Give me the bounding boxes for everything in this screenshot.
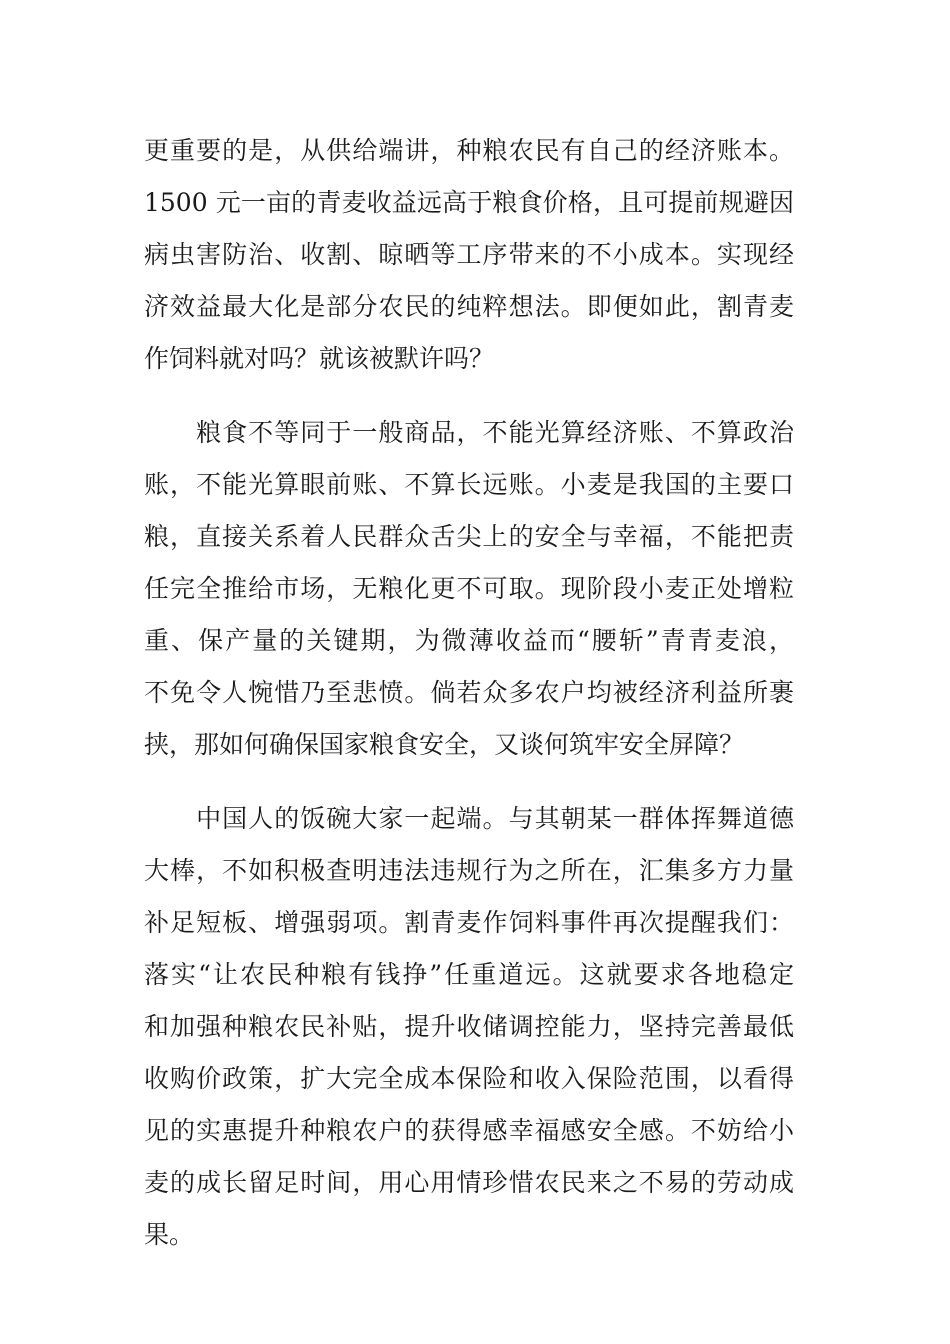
text-line: 作饲料就对吗？就该被默许吗？	[144, 344, 495, 373]
text-line: 重、保产量的关键期，为微薄收益而“腰斩”青青麦浪，	[144, 626, 794, 655]
text-line: 挟，那如何确保国家粮食安全，又谈何筑牢安全屏障？	[144, 730, 745, 759]
text-line: 补足短板、增强弱项。割青麦作饲料事件再次提醒我们：	[144, 908, 794, 937]
text-line: 账，不能光算眼前账、不算长远账。小麦是我国的主要口	[144, 470, 794, 499]
text-line: 济效益最大化是部分农民的纯粹想法。即便如此，割青麦	[144, 292, 794, 321]
text-line: 1500 元一亩的青麦收益远高于粮食价格，且可提前规避因	[144, 188, 794, 217]
paragraph-1	[144, 125, 794, 385]
text-line: 任完全推给市场，无粮化更不可取。现阶段小麦正处增粒	[144, 574, 794, 603]
text-line: 见的实惠提升种粮农户的获得感幸福感安全感。不妨给小	[144, 1116, 794, 1145]
text-line: 大棒，不如积极查明违法违规行为之所在，汇集多方力量	[144, 856, 794, 885]
text-line: 和加强种粮农民补贴，提升收储调控能力，坚持完善最低	[144, 1012, 794, 1041]
text-line: 果。	[144, 1220, 195, 1249]
text-line: 粮，直接关系着人民群众舌尖上的安全与幸福，不能把责	[144, 522, 794, 551]
text-line: 中国人的饭碗大家一起端。与其朝某一群体挥舞道德	[144, 804, 794, 833]
paragraph-3	[144, 793, 794, 1261]
text-line: 病虫害防治、收割、晾晒等工序带来的不小成本。实现经	[144, 240, 794, 269]
text-line: 收购价政策，扩大完全成本保险和收入保险范围，以看得	[144, 1064, 794, 1093]
text-line: 更重要的是，从供给端讲，种粮农民有自己的经济账本。	[144, 136, 794, 165]
text-line: 麦的成长留足时间，用心用情珍惜农民来之不易的劳动成	[144, 1168, 794, 1197]
text-line: 不免令人惋惜乃至悲愤。倘若众多农户均被经济利益所裹	[144, 678, 794, 707]
text-line: 粮食不等同于一般商品，不能光算经济账、不算政治	[144, 418, 794, 447]
text-line: 落实“让农民种粮有钱挣”任重道远。这就要求各地稳定	[144, 960, 794, 989]
document-body	[144, 125, 794, 1283]
paragraph-2	[144, 407, 794, 771]
